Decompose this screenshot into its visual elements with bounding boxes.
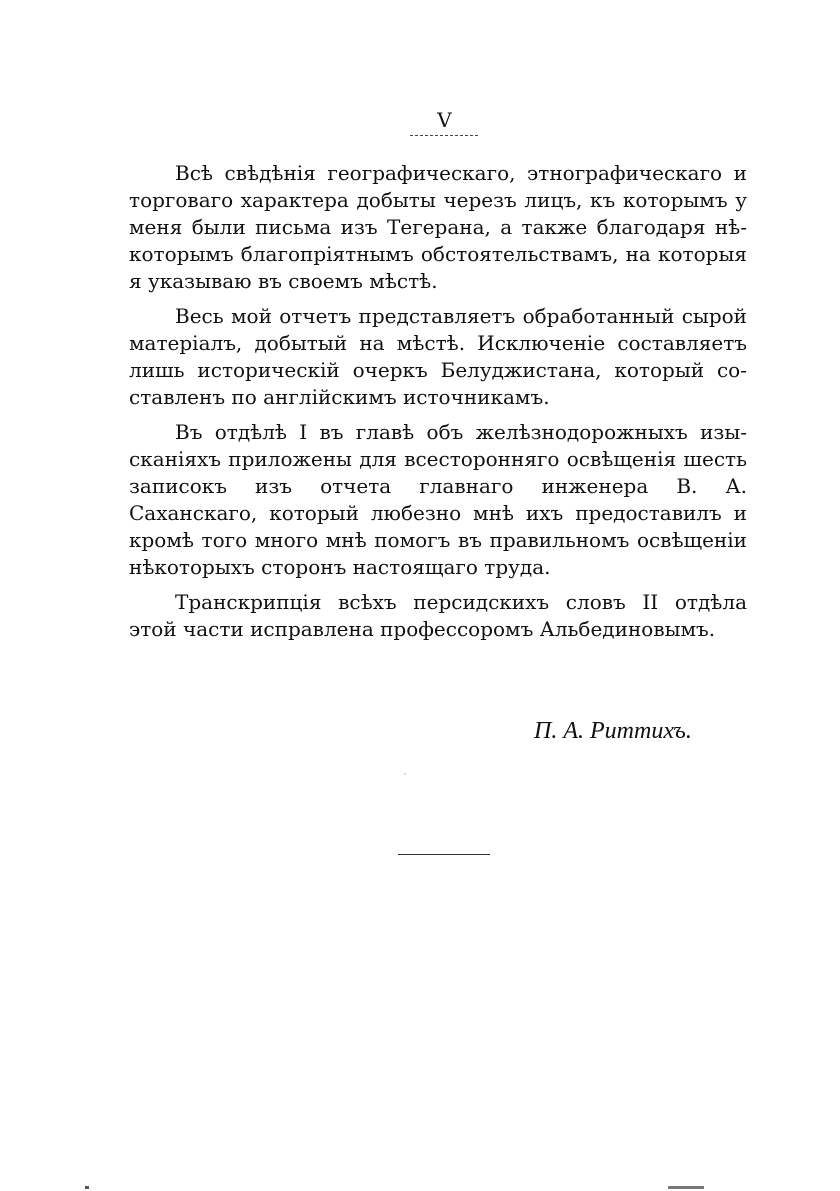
scan-edge-mark-right bbox=[668, 1186, 704, 1189]
paragraph-sources: Всѣ свѣдѣнія географическаго, этнографическаго и торговаго характера добыты черезъ лицъ, къ которымъ у меня были письма изъ Тегерана, а также благодаря нѣкоторымъ благопріятнымъ обстоятельствамъ, на которыя я указываю въ своемъ мѣстѣ. bbox=[129, 161, 747, 293]
author-signature: П. А. Риттихъ. bbox=[534, 718, 692, 744]
closing-rule bbox=[398, 854, 490, 855]
scan-speck bbox=[404, 773, 406, 775]
page-number: V bbox=[437, 108, 453, 132]
body-text bbox=[129, 160, 747, 651]
paragraph-transcription: Транскрипція всѣхъ персидскихъ словъ II отдѣла этой части исправлена профессоромъ Альбединовымъ. bbox=[129, 590, 747, 641]
paragraph-report: Весь мой отчетъ представляетъ обработанный сырой матеріалъ, добытый на мѣстѣ. Исключеніе составляетъ лишь историческій очеркъ Белуджистана, который составленъ по англійскимъ источникамъ. bbox=[129, 304, 747, 409]
paragraph-railway-survey: Въ отдѣлѣ I въ главѣ объ желѣзнодорожныхъ изысканіяхъ приложены для всесторонняго освѣщенія шесть записокъ изъ отчета главнаго инженера В. А. Саханскаго, который любезно мнѣ ихъ предоставилъ и кромѣ того много мнѣ помогъ въ правильномъ освѣщеніи нѣкоторыхъ сторонъ настоящаго труда. bbox=[129, 420, 747, 579]
scan-edge-mark-left bbox=[85, 1186, 89, 1189]
page-number-underline bbox=[410, 135, 478, 136]
